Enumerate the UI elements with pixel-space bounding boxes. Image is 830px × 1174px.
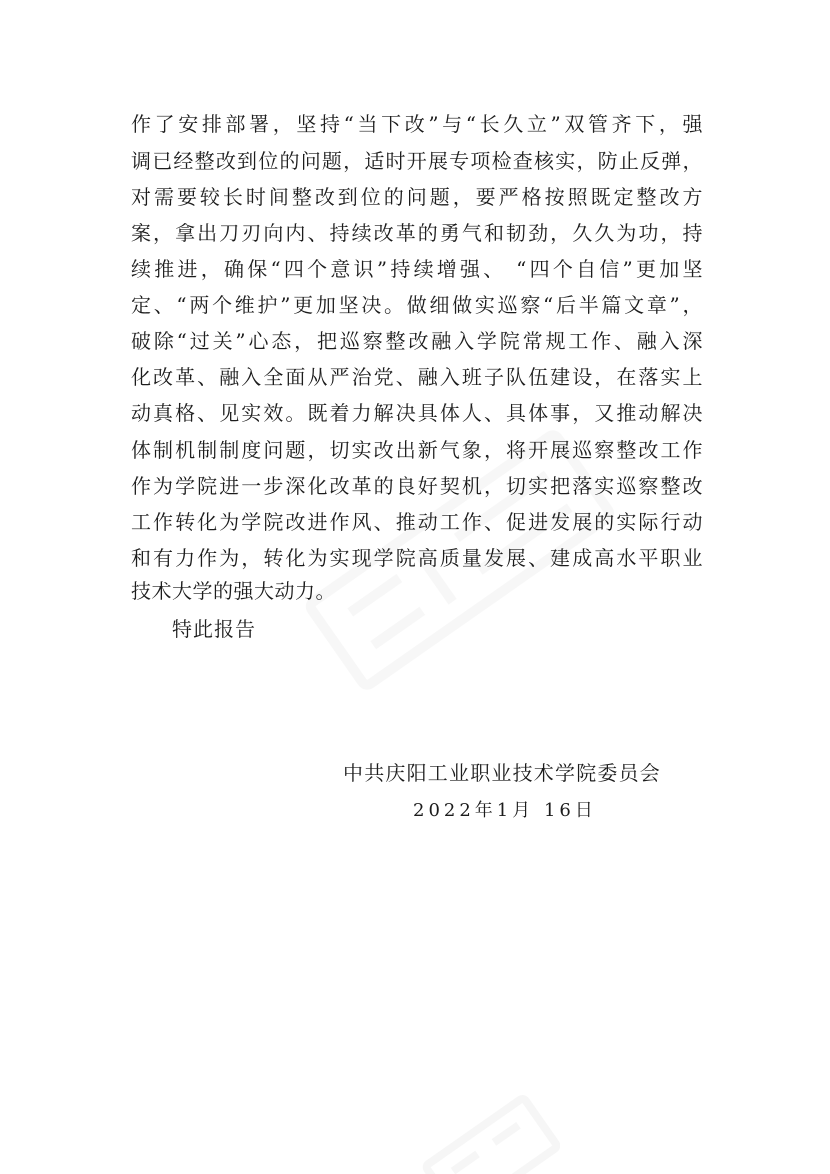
body-text-line: 技术大学的强大动力。 xyxy=(131,579,336,603)
watermark-fragment xyxy=(400,1080,560,1174)
body-text-line: 体制机制制度问题，切实改出新气象，将开展巡察整改工作 xyxy=(131,438,703,462)
body-text-line: 对需要较长时间整改到位的问题，要严格按照既定整改方 xyxy=(131,185,703,209)
body-text-line: 破除“过关”心态，把巡察整改融入学院常规工作、融入深 xyxy=(131,329,703,353)
body-text-line: 案，拿出刀刃向内、持续改革的勇气和韧劲，久久为功，持 xyxy=(131,221,703,245)
body-text-line: 续推进，确保“四个意识”持续增强、 “四个自信”更加坚 xyxy=(131,257,703,281)
body-text-line: 动真格、见实效。既着力解决具体人、具体事，又推动解决 xyxy=(131,401,703,425)
signature-date: 2022年1月 16日 xyxy=(413,800,597,821)
body-text-line: 和有力作为，转化为实现学院高质量发展、建成高水平职业 xyxy=(131,546,703,570)
body-text-line: 调已经整改到位的问题，适时开展专项检查核实，防止反弹， xyxy=(131,149,703,173)
body-text-line: 作为学院进一步深化改革的良好契机，切实把落实巡察整改 xyxy=(131,474,703,498)
body-text-line: 定、“两个维护”更加坚决。做细做实巡察“后半篇文章”， xyxy=(131,293,703,317)
signature-organization: 中共庆阳工业职业技术学院委员会 xyxy=(343,761,661,785)
closing-remark: 特此报告 xyxy=(172,617,256,641)
body-text-line: 化改革、融入全面从严治党、融入班子队伍建设，在落实上 xyxy=(131,365,703,389)
body-text-line: 工作转化为学院改进作风、推动工作、促进发展的实际行动 xyxy=(131,510,703,534)
body-text-line: 作了安排部署，坚持“当下改”与“长久立”双管齐下，强 xyxy=(131,112,703,136)
